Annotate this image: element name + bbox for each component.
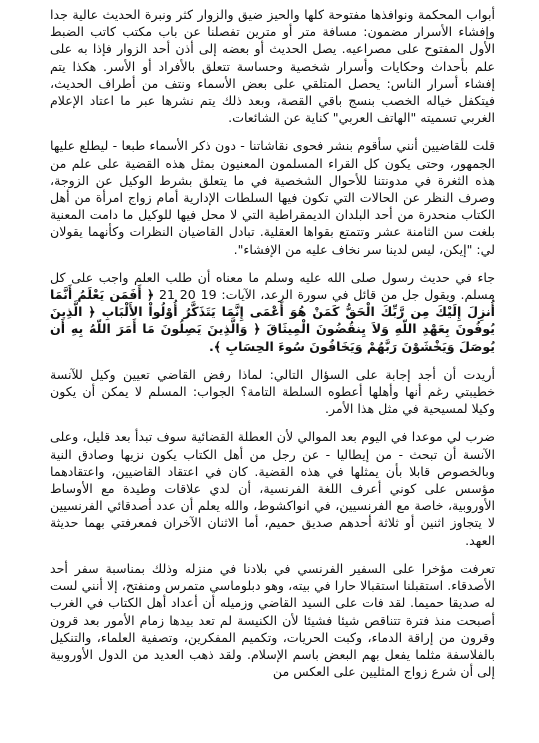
paragraph-question-answer: أريدت أن أجد إجابة على السؤال التالي: لماذا رفض القاضي تعيين وكيل للآنسة خطيبتي رغم أنها وأهلها أعطوه السلطة التامة؟ الجواب: المسلم لا يمكن أن يكون وكيلا لمسيحية في مثل هذا الأمر. (50, 366, 495, 417)
paragraph-hadith-and-quran (50, 269, 495, 355)
paragraph-publishing-discussion: قلت للقاضيين أنني سأقوم بنشر فحوى نقاشاتنا - دون ذكر الأسماء طبعا - ليطلع عليها الجمهور، وحتى يكون كل القراء المسلمون المعنيون بمثل هذه القضية على علم من هذه الثغرة في مدونتنا للأحوال الشخصية في ما يتعلق بشرط الوكيل عن الزوجة، وصرف النظر عن الحالات التي تكون فيها السلطات الإدارية أمام زواج امرأة من أهل الكتاب منحدرة من أحد البلدان الديمقراطية التي لا محل فيها للوكيل ما دامت المعنية بلغت سن الثامنة عشر وتتمتع بقواها العقلية. تبادل القاضيان النظرات وكأنهما يقولان لي: "إيكن، ليس لدينا سر نخاف عليه من الإفشاء". (50, 138, 495, 257)
paragraph-french-ambassador: تعرفت مؤخرا على السفير الفرنسي في بلادنا في منزله وذلك بمناسبة سفر أحد الأصدقاء. استقبلنا استقبالا حارا في بيته، وهو دبلوماسي متمرس ومنفتح، إلا أنني لست له صديقا حميما. لقد فات على السيد القاضي وزميله أن أعداد أهل الكتاب في الغرب أصبحت منذ فترة تتناقص شيئا فشيئا لأن الكنيسة لم تعد بيدها زمام الأمور بعد قرون وقرون من إراقة الدماء، وكبت الحريات، وتكميم المفكرين، وتصفية العلماء، والتنكيل بالفلاسفة مثلما يفعل بهم البعض باسم الإسلام. ولقد ذهب العديد من الدول الأوروبية إلى أن شرع زواج المثليين على العكس من (50, 560, 495, 680)
quran-verse-text: ﴿ أَفَمَن يَعْلَمُ أَنَّمَا أُنزِلَ إِلَيْكَ مِن رَّبِّكَ الْحَقُّ كَمَنْ هُوَ أَعْمَى إِنَّمَا يَتَذَكَّرُ أُوْلُواْ الأَلْبَابِ ﴿ الَّذِينَ يُوفُونَ بِعَهْدِ اللّهِ وَلاَ يِنقُضُونَ الْمِيثَاقَ ﴿ وَالَّذِينَ يَصِلُونَ مَا أَمَرَ اللّهُ بِهِ أَن يُوصَلَ وَيَخْشَوْنَ رَبَّهُمْ وَيَخَافُونَ سُوءَ الحِسَابِ ﴾. (50, 287, 495, 354)
hadith-intro-text: جاء في حديث رسول صلى الله عليه وسلم ما معناه أن طلب العلم واجب على كل مسلم. ويقول جل من قائل في سورة الرعد، الآيات: 19 20 21 (50, 269, 495, 303)
paragraph-court-gossip: أبواب المحكمة ونوافذها مفتوحة كلها والحيز ضيق والزوار كثر ونبرة الحديث عالية جدا وإفشاء الأسرار مضمون: مسافة متر أو مترين تفصلنا عن باب مكتب كاتب الضبط الأول المفتوح على مصراعيه. يصل الحديث أو بعضه إلى أذن أحد الزوار فإذا به على علم بأحداث وحكايات وأسرار شخصية وحساسة تتعلق بالأفراد أو الأسر. هكذا يتم إفشاء أسرار الناس: يحصل المتلقي على بعض الأسماء ونتف من أطراف الحديث، فيتكفل خياله الخصب بنسج باقي القصة، وبعد ذلك يتم نشرها عبر ما اعتاد الإعلام الغربي تسميته "الهاتف العربي" كناية عن الشائعات. (50, 7, 495, 126)
paragraph-appointment: ضرب لي موعدا في اليوم بعد الموالي لأن العطلة القضائية سوف تبدأ بعد قليل، وعلى الآنسة أن تبحث - من إيطاليا - عن رجل من أهل الكتاب يكون نزيها وصادق النية وبالخصوص قابلا بأن يمثلها في هذه القضية. كان في اعتقاد القاضيين، واعتقادهما مؤسس على كوني أعرف اللغة الفرنسية، أن لدي علاقات وطيدة مع الأوساط الأوروبية، خاصة مع الفرنسيين، في انواكشوط، والله يعلم أن عدد أصدقائي الفرنسيين لا يتجاوز اثنين أو ثلاثة أحدهم صديق حميم، أما الاثنان الآخران فمعرفتي بهما حديثة العهد. (50, 429, 495, 548)
